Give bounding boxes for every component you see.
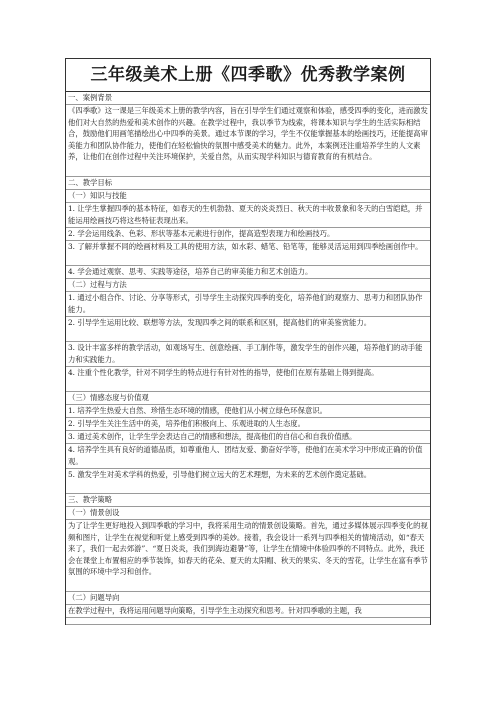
attitude-item-1: 1. 培养学生热爱大自然、珍惜生态环境的情感，使他们从小树立绿色环保意识。 [66, 405, 430, 418]
section-heading-background: 一、案例背景 [66, 92, 430, 105]
knowledge-item-3: 3. 了解并掌握不同的绘画材料及工具的使用方法，如水彩、蜡笔、铅笔等，能够灵活运用到四季绘画创作中。 [66, 241, 430, 266]
subheading-scenario: （一）情景创设 [66, 507, 430, 520]
attitude-item-5: 5. 激发学生对美术学科的热爱，引导他们树立远大的艺术理想，为未来的艺术创作奠定基础。 [66, 469, 430, 494]
table-continuation [66, 618, 430, 625]
knowledge-item-1: 1. 让学生掌握四季的基本特征，如春天的生机勃勃、夏天的炎炎烈日、秋天的丰收景象和冬天的白雪皑皑，并能运用绘画技巧将这些特征表现出来。 [66, 203, 430, 228]
section-heading-goals: 二、教学目标 [66, 177, 430, 190]
process-item-1: 1. 通过小组合作、讨论、分享等形式，引导学生主动探究四季的变化，培养他们的观察力、思考力和团队协作能力。 [66, 292, 430, 317]
attitude-item-4: 4. 培养学生具有良好的道德品质，如尊重他人、团结友爱、勤奋好学等，使他们在美术学习中形成正确的价值观。 [66, 444, 430, 469]
subheading-process: （二）过程与方法 [66, 279, 430, 292]
document-table [65, 58, 431, 625]
problem-text: 在教学过程中，我将运用问题导向策略，引导学生主动探究和思考。针对四季歌的主题，我 [66, 605, 430, 618]
scenario-text: 为了让学生更好地投入到四季歌的学习中，我将采用生动的情景创设策略。首先，通过多媒体展示四季变化的视频和图片，让学生在视觉和听觉上感受到四季的美妙。接着，我会设计一系列与四季相关的情境活动，如“春天来了，我们一起去郊游”、“夏日炎炎，我们到海边避暑”等，让学生在情境中体验四季的不同特点。此外，我还会在课堂上布置相应的季节装饰，如春天的花朵、夏天的太阳帽、秋天的果实、冬天的雪花，让学生在富有季节氛围的环境中学习和创作。 [66, 520, 430, 592]
process-item-4: 4. 注重个性化教学，针对不同学生的特点进行有针对性的指导，使他们在原有基础上得到提高。 [66, 367, 430, 392]
subheading-problem: （二）问题导向 [66, 592, 430, 605]
section-text-background: 《四季歌》这一课是三年级美术上册的教学内容，旨在引导学生们通过观察和体验，感受四季的变化，进而激发他们对大自然的热爱和美术创作的兴趣。在教学过程中，我以季节为线索，将课本知识与学生的生活实际相结合，鼓励他们用画笔描绘出心中四季的美景。通过本节课的学习，学生不仅能掌握基本的绘画技巧，还能提高审美能力和团队协作能力，使他们在轻松愉快的氛围中感受美术的魅力。此外，本案例还注重培养学生的人文素养，让他们在创作过程中关注环境保护，关爱自然，从而实现学科知识与德育教育的有机结合。 [66, 105, 430, 177]
knowledge-item-4: 4. 学会通过观察、思考、实践等途径，培养自己的审美能力和艺术创造力。 [66, 266, 430, 279]
attitude-item-2: 2. 引导学生关注生活中的美，培养他们积极向上、乐观进取的人生态度。 [66, 418, 430, 431]
knowledge-item-2: 2. 学会运用线条、色彩、形状等基本元素进行创作，提高造型表现力和绘画技巧。 [66, 228, 430, 241]
section-heading-strategy: 三、教学策略 [66, 494, 430, 507]
attitude-item-3: 3. 通过美术创作，让学生学会表达自己的情感和想法，提高他们的自信心和自我价值感。 [66, 431, 430, 444]
document-title: 三年级美术上册《四季歌》优秀教学案例 [66, 59, 430, 92]
subheading-knowledge: （一）知识与技能 [66, 190, 430, 203]
process-item-3: 3. 设计丰富多样的教学活动，如观场写生、创意绘画、手工制作等，激发学生的创作兴趣，培养他们的动手能力和实践能力。 [66, 342, 430, 367]
process-item-2: 2. 引导学生运用比较、联想等方法，发现四季之间的联系和区别，提高他们的审美鉴赏能力。 [66, 317, 430, 342]
subheading-attitude: （三）情感态度与价值观 [66, 392, 430, 405]
